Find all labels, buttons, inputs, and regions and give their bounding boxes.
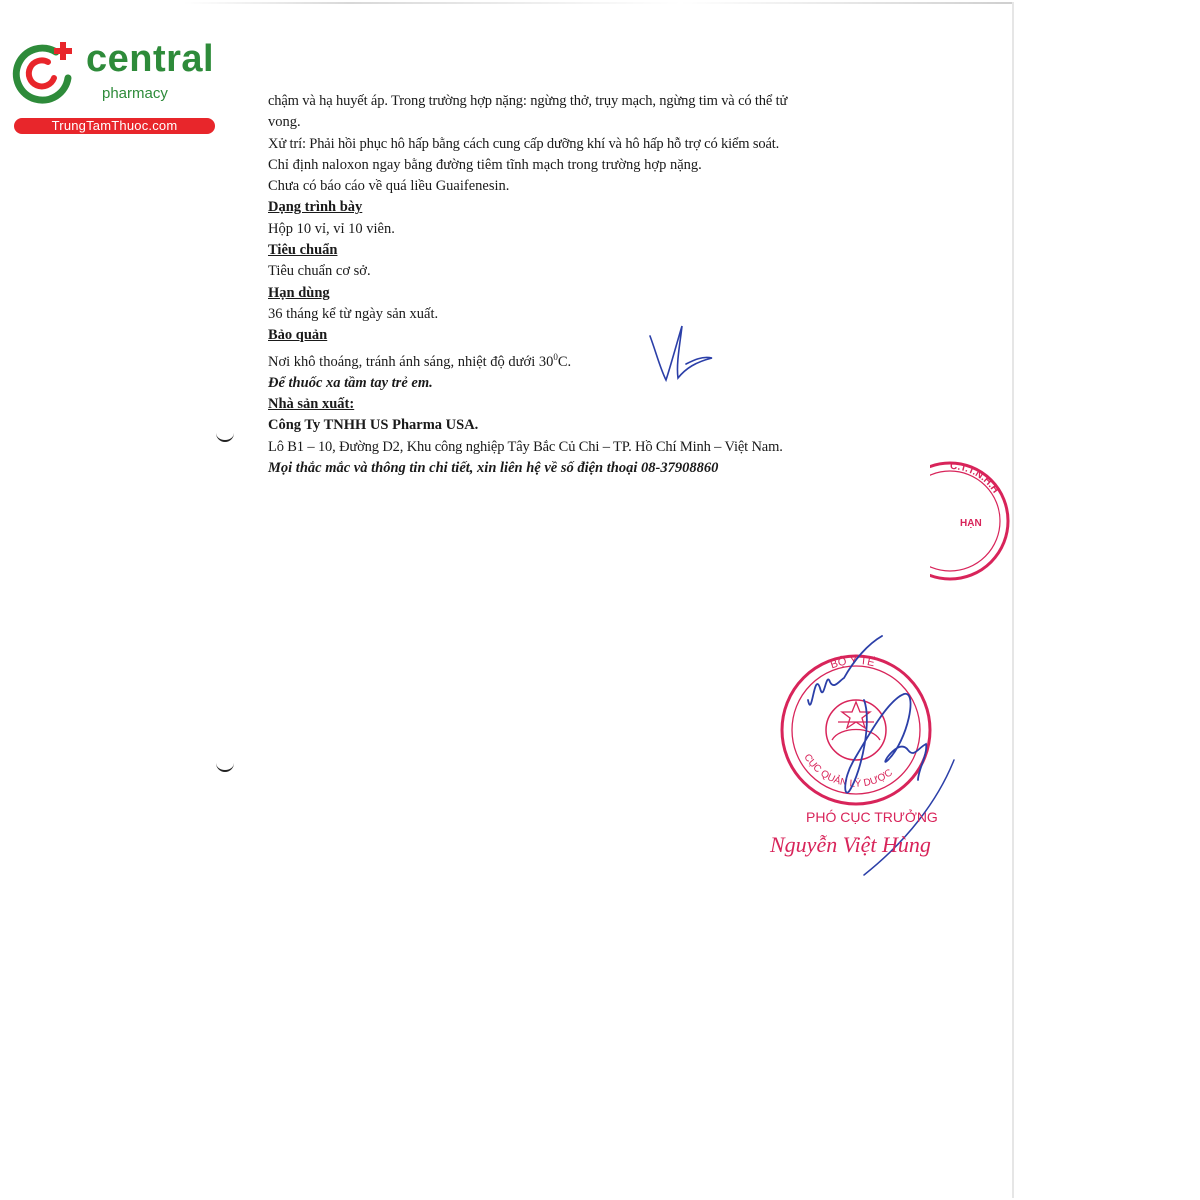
text-line: Xử trí: Phải hồi phục hô hấp bằng cách cung cấp dưỡng khí và hô hấp hỗ trợ có kiểm soát. xyxy=(268,135,780,152)
storage-heading: Bảo quản xyxy=(268,327,328,344)
degree-sup: 0 xyxy=(553,351,558,362)
seal-bottom-text: CỤC QUẢN LÝ DƯỢC xyxy=(801,752,895,790)
initial-signature xyxy=(646,318,718,388)
company-stamp xyxy=(930,448,1010,594)
pharmacy-cross-icon xyxy=(10,38,78,106)
signer-title: PHÓ CỤC TRƯỞNG xyxy=(806,809,938,825)
section-text: 36 tháng kể từ ngày sản xuất. xyxy=(268,305,439,322)
manufacturer-heading: Nhà sản xuất: xyxy=(268,395,355,412)
stamp-inner-text: HẠN xyxy=(960,518,982,529)
storage-unit: C. xyxy=(557,353,572,370)
page-edge xyxy=(184,2,1012,4)
brand-subtitle: pharmacy xyxy=(102,85,168,102)
signer-name: Nguyễn Việt Hùng xyxy=(770,832,931,857)
storage-text-main: Nơi khô thoáng, tránh ánh sáng, nhiệt độ dưới 30 xyxy=(268,353,554,370)
section-heading: Hạn dùng xyxy=(268,284,330,301)
brand-logo[interactable] xyxy=(10,38,215,138)
section-heading: Dạng trình bày xyxy=(268,199,363,216)
manufacturer-company: Công Ty TNHH US Pharma USA. xyxy=(268,417,479,434)
text-line: chậm và hạ huyết áp. Trong trường hợp nặng: ngừng thở, trụy mạch, ngừng tim và có thể tử xyxy=(268,93,788,109)
section-text: Hộp 10 vỉ, vỉ 10 viên. xyxy=(268,220,395,237)
manufacturer-contact: Mọi thắc mắc và thông tin chi tiết, xin liên hệ về số điện thoại 08-37908860 xyxy=(268,459,719,476)
text-line: vong. xyxy=(268,114,301,131)
text-line: Chỉ định naloxon ngay bằng đường tiêm tĩnh mạch trong trường hợp nặng. xyxy=(268,156,702,173)
stamp-ring-text: C.T.T.N.H.H xyxy=(949,460,1001,496)
section-text: Tiêu chuẩn cơ sở. xyxy=(268,263,371,280)
brand-website: TrungTamThuoc.com xyxy=(14,118,215,134)
seal-top-text: BỘ Y TẾ xyxy=(828,654,876,672)
official-seal xyxy=(768,630,968,880)
storage-text xyxy=(268,347,898,373)
section-heading: Tiêu chuẩn xyxy=(268,242,338,259)
child-warning: Để thuốc xa tầm tay trẻ em. xyxy=(268,374,433,391)
document-body xyxy=(268,91,898,479)
brand-name: central xyxy=(86,38,215,80)
text-line: Chưa có báo cáo về quá liều Guaifenesin. xyxy=(268,178,510,195)
manufacturer-address: Lô B1 – 10, Đường D2, Khu công nghiệp Tây Bắc Củ Chi – TP. Hồ Chí Minh – Việt Nam. xyxy=(268,438,783,455)
